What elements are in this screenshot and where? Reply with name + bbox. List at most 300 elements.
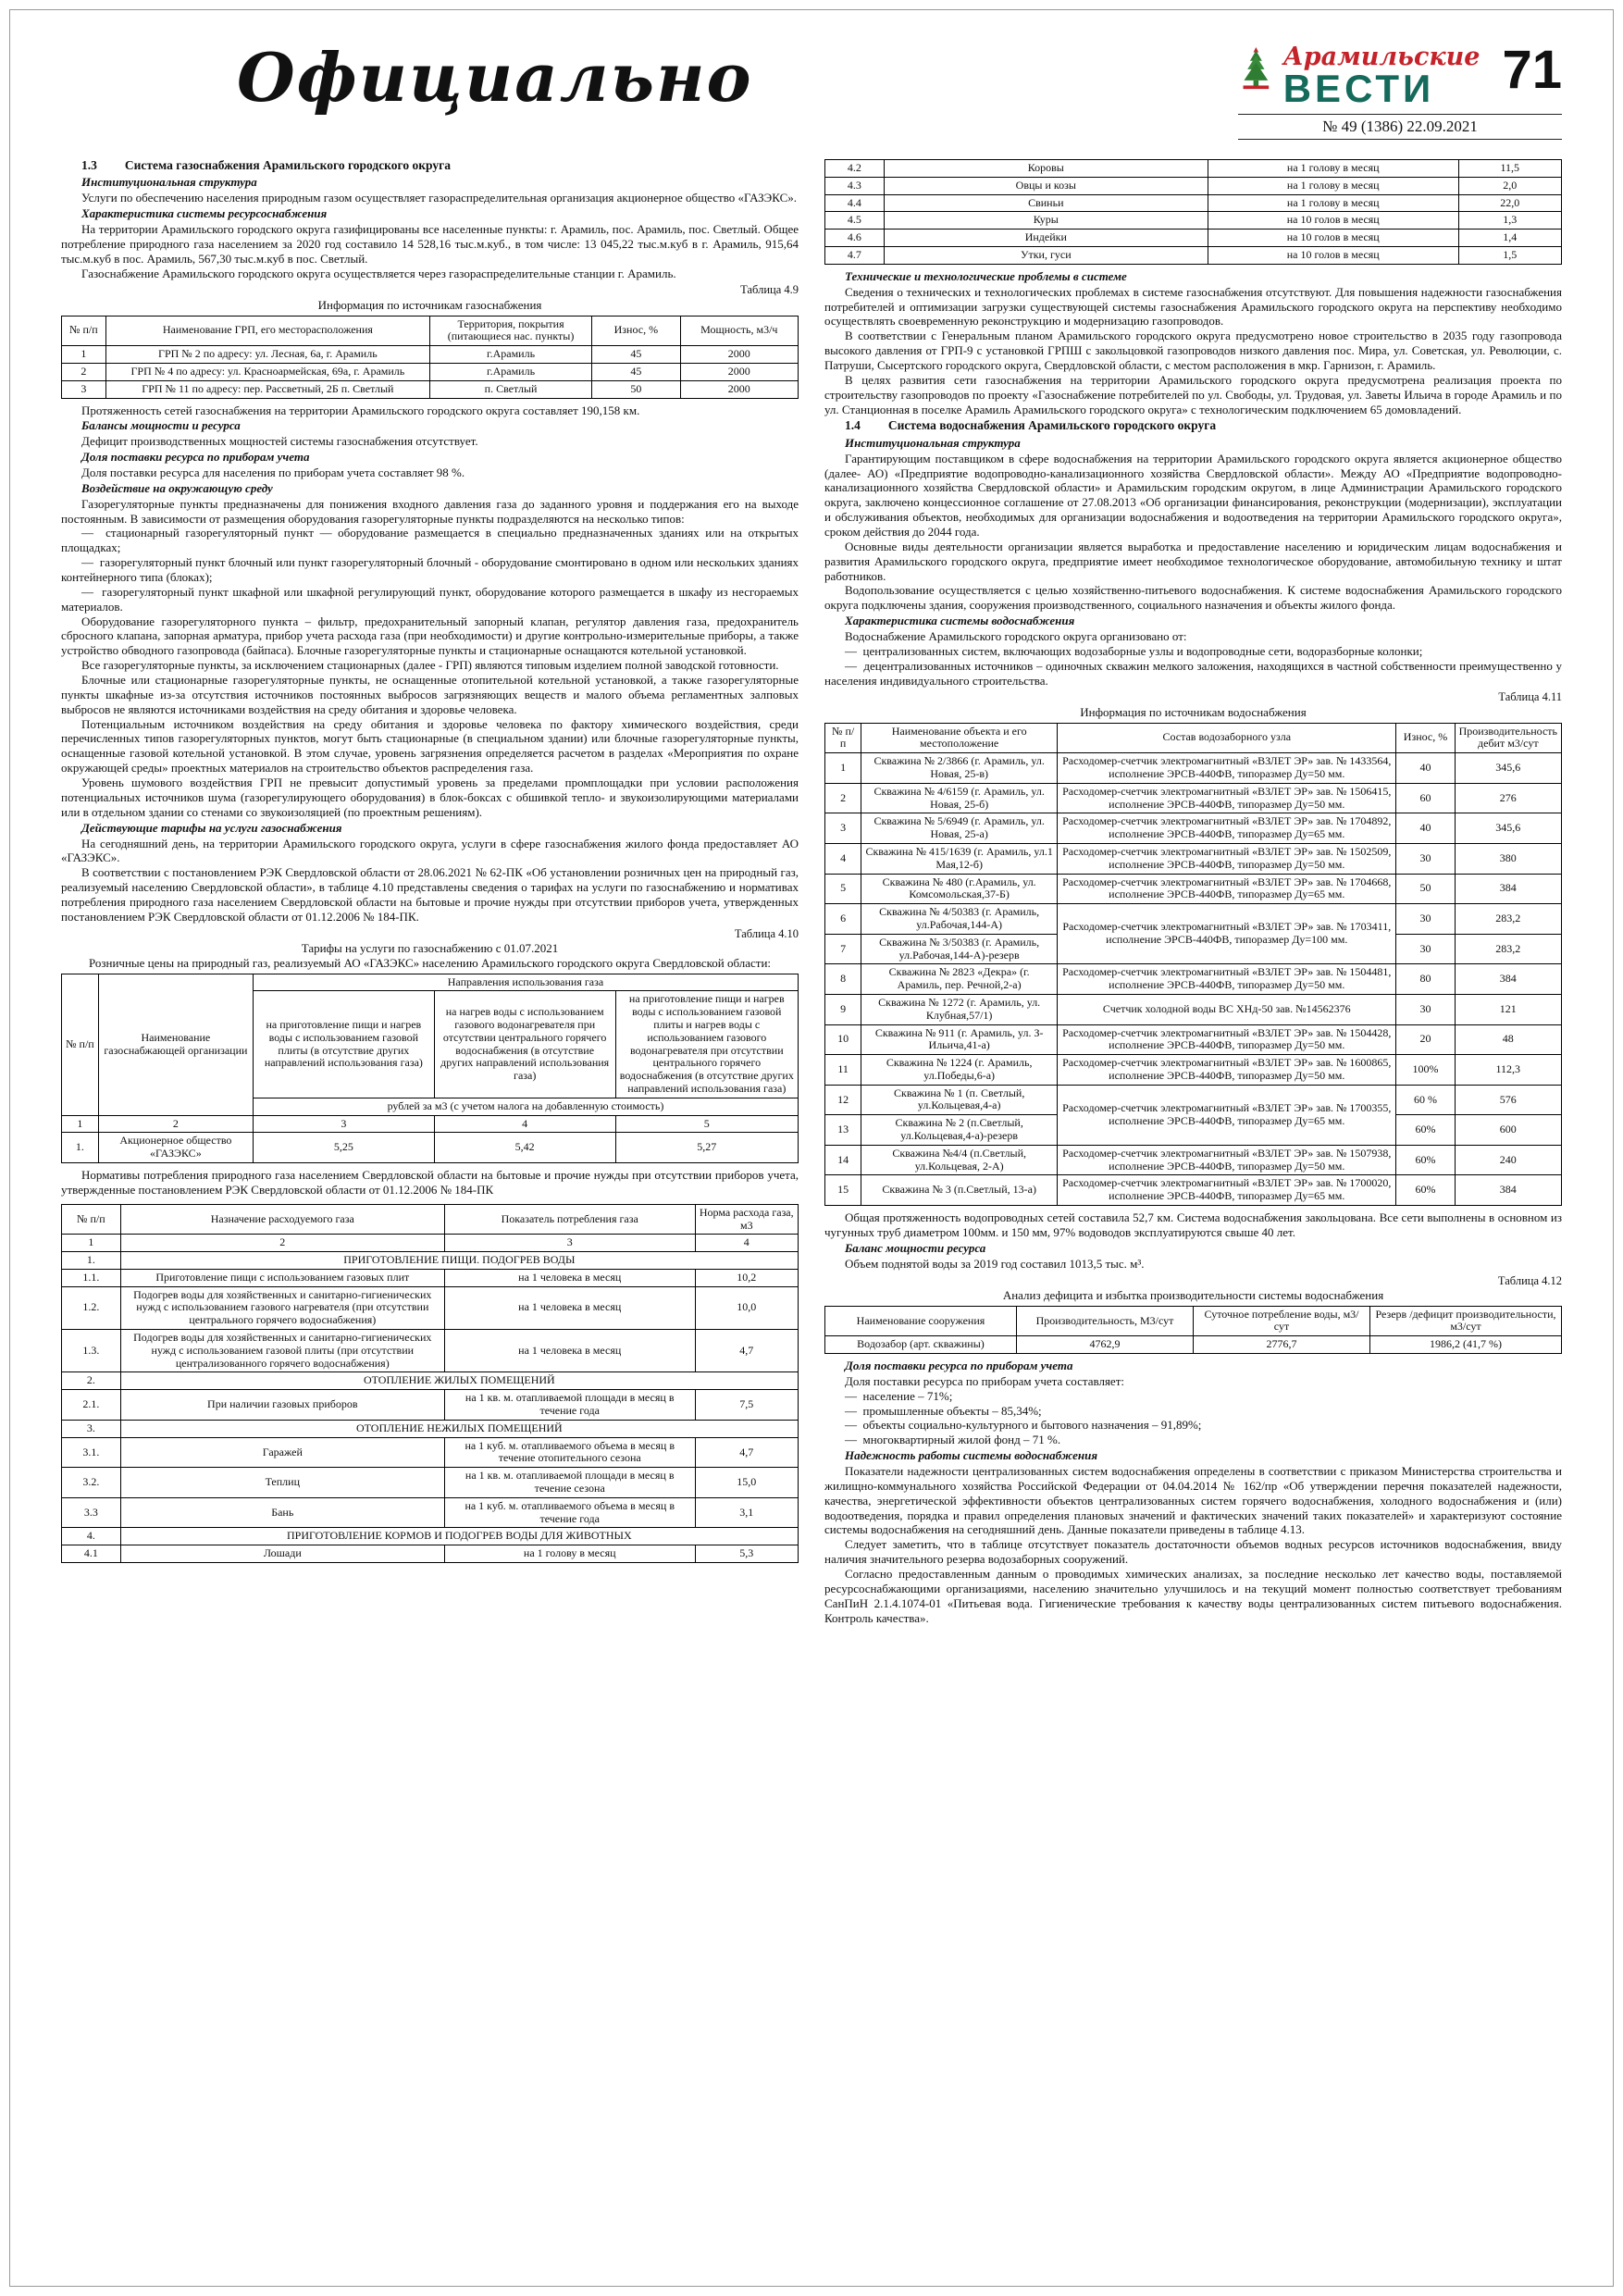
table-cell: 10 (825, 1024, 861, 1055)
table-cell: 3.1. (62, 1437, 121, 1468)
table-row (825, 904, 1562, 935)
table-cell: Водозабор (арт. скважины) (825, 1336, 1017, 1354)
table-cell: 4762,9 (1016, 1336, 1193, 1354)
list-item: — население – 71%; (824, 1389, 1562, 1404)
subheading-institutional: Институциональная структура (845, 435, 1021, 450)
table-row (62, 346, 799, 364)
table-cell: 3,1 (695, 1497, 798, 1528)
table-header-cell: на приготовление пищи и нагрев воды с использованием газовой плиты (в отсутствие других направлений использования газа) (253, 991, 434, 1098)
table-cell: на 1 человека в месяц (444, 1286, 695, 1329)
table-row (62, 1545, 799, 1563)
brand-name-bottom: ВЕСТИ (1282, 67, 1435, 110)
table-cell: Скважина № 415/1639 (г. Арамиль, ул.1 Мая,12-б) (861, 843, 1058, 874)
table-cell: Бань (120, 1497, 444, 1528)
table-cell: 9 (825, 994, 861, 1024)
table-row (62, 1252, 799, 1270)
table-cell: 15,0 (695, 1468, 798, 1498)
table-cell: Расходомер-счетчик электромагнитный «ВЗЛЕТ ЭР» зав. № 1502509, исполнение ЭРСВ-440ФВ, типоразмер Ду=50 мм. (1058, 843, 1396, 874)
table-header-cell: № п/п (62, 974, 99, 1115)
table-row (825, 1145, 1562, 1175)
table-cell: на 1 куб. м. отапливаемого объема в месяц в течение года (444, 1497, 695, 1528)
table-cell: 1,5 (1458, 246, 1561, 264)
paragraph: Согласно предоставленным данным о проводимых химических анализах, за последние несколько лет качество воды, поставляемой ресурсоснабжающими организациями, населению значительно улучшилось и на текущий момент полностью соответствует требованиям СанПиН 2.1.4.1074-01 «Питьевая вода. Гигиенические требования к качеству воды централизованных систем питьевого водоснабжения. Контроль качества». (824, 1567, 1562, 1625)
table-row (62, 1269, 799, 1286)
paragraph: Блочные или стационарные газорегуляторные пункты, не оснащенные отопительной котельной установкой, а также газорегуляторные пункты шкафные из-за отсутствия источников постоянных выбросов загрязняющих веществ и малого объема регламентных залповых выбросов не являются источниками воздействия на среду обитания и здоровье человека. (61, 673, 799, 716)
table-cell: Гаражей (120, 1437, 444, 1468)
table-cell: 4. (62, 1528, 121, 1545)
subheading-characteristics: Характеристика системы водоснабжения (845, 614, 1075, 628)
water-systems-list (824, 644, 1562, 689)
table-header-cell: на приготовление пищи и нагрев воды с использованием газовой плиты и нагрев воды с использованием газового водонагревателя при отсутствии центрального горячего водоснабжения (в отсутствие других направлений использования газа) (615, 991, 798, 1098)
table-cell: 4.3 (825, 177, 885, 194)
table-cell: на 1 человека в месяц (444, 1330, 695, 1372)
table-cell: Скважина № 3/50383 (г. Арамиль, ул.Рабочая,144-А)-резерв (861, 934, 1058, 964)
table-cell: Скважина № 911 (г. Арамиль, ул. З-Ильича,41-а) (861, 1024, 1058, 1055)
article-columns (33, 145, 1590, 1625)
paragraph: На сегодняшний день, на территории Арамильского городского округа, услуги в сфере газоснабжения жилого фонда предоставляет АО «ГАЗЭКС». (61, 836, 799, 865)
gas-sources-table (61, 316, 799, 399)
table-row (62, 1330, 799, 1372)
masthead-brand-block (1238, 40, 1562, 140)
table-cell: 40 (1396, 813, 1455, 844)
paragraph: Основные виды деятельности организации является выработка и предоставление населению и юридическим лицам водоснабжения и развития Арамильского городского округа, предприятие имеет необходимое технологическое оборудование, автомобильную технику и штат работников. (824, 539, 1562, 583)
table-cell: 2000 (680, 346, 798, 364)
table-row (62, 1437, 799, 1468)
table-cell: Теплиц (120, 1468, 444, 1498)
list-item: — стационарный газорегуляторный пункт — оборудование размещается в специально предназначенных зданиях или на открытых площадках; (61, 526, 799, 555)
table-label: Таблица 4.9 (740, 283, 799, 297)
table-cell: на 1 голову в месяц (444, 1545, 695, 1563)
table-row (62, 1235, 799, 1252)
table-cell: 1 (62, 346, 106, 364)
table-cell: 14 (825, 1145, 861, 1175)
table-cell: 4.6 (825, 230, 885, 247)
table-cell: 60% (1396, 1115, 1455, 1146)
table-header-cell: 5 (615, 1115, 798, 1133)
table-cell: 1,4 (1458, 230, 1561, 247)
table-cell: на 1 голову в месяц (1208, 194, 1458, 212)
table-header-cell: Мощность, м3/ч (680, 316, 798, 346)
brand-text (1283, 44, 1481, 108)
table-cell: 11,5 (1458, 160, 1561, 178)
issue-line: № 49 (1386) 22.09.2021 (1238, 114, 1562, 140)
paragraph: Доля поставки ресурса для населения по приборам учета составляет 98 %. (81, 465, 465, 480)
table-header-cell: на нагрев воды с использованием газового водонагревателя при отсутствии центрального горячего водоснабжения (в отсутствие других направлений использования газа) (434, 991, 615, 1098)
table-cell: г.Арамиль (429, 346, 591, 364)
table-label: Таблица 4.12 (1497, 1273, 1562, 1287)
table-row (62, 1390, 799, 1421)
table-cell: 2000 (680, 380, 798, 398)
table-row (62, 363, 799, 380)
table-header-cell: Направления использования газа (253, 974, 798, 991)
paragraph: В соответствии с постановлением РЭК Свердловской области от 28.06.2021 № 62-ПК «Об установлении розничных цен на природный газ, реализуемый населению Свердловской области», в таблице 4.10 представлены сведения о тарифах на услуги по газоснабжению и нормативах потребления природного газа населением Свердловской области на бытовые и прочие нужды при отсутствии приборов учета, утвержденных постановлением РЭК Свердловской области от 01.12.2006 № 184-ПК. (61, 865, 799, 924)
gas-norms-table-continued (824, 159, 1562, 265)
table-cell: Скважина № 4/6159 (г. Арамиль, ул. Новая, 25-б) (861, 783, 1058, 813)
table-header-cell: Производительность дебит м3/сут (1455, 723, 1561, 753)
table-cell: Скважина № 4/50383 (г. Арамиль, ул.Рабочая,144-А) (861, 904, 1058, 935)
table-cell: 3 (825, 813, 861, 844)
table-cell: 4.4 (825, 194, 885, 212)
table-cell: ГРП № 4 по адресу: ул. Красноармейская, 69а, г. Арамиль (105, 363, 429, 380)
table-cell: 100% (1396, 1055, 1455, 1086)
subheading-metering-share: Доля поставки ресурса по приборам учета (81, 450, 310, 465)
table-row (825, 723, 1562, 753)
paragraph: Протяженность сетей газоснабжения на территории Арамильского городского округа составляет 190,158 км. (81, 403, 640, 417)
table-cell: на 10 голов в месяц (1208, 230, 1458, 247)
table-header-cell: № п/п (62, 1204, 121, 1235)
table-cell: 1,3 (1458, 212, 1561, 230)
table-cell: 2.1. (62, 1390, 121, 1421)
table-row (825, 246, 1562, 264)
table-cell: 1.2. (62, 1286, 121, 1329)
table-cell: на 1 кв. м. отапливаемой площади в месяц в течение года (444, 1390, 695, 1421)
table-cell: Коровы (884, 160, 1208, 178)
list-item: — газорегуляторный пункт шкафной или шкафной регулирующий пункт, оборудование которого размещается в шкафу из несгораемых материалов. (61, 585, 799, 614)
table-header-cell: Износ, % (592, 316, 681, 346)
gas-tariffs-table-body (62, 974, 799, 1162)
table-header-cell: Наименование ГРП, его месторасположения (105, 316, 429, 346)
masthead (33, 19, 1590, 145)
table-label: Таблица 4.11 (1498, 690, 1562, 704)
page-section-title: Официально (237, 38, 753, 117)
section-heading-gas (61, 158, 799, 173)
table-cell: 1986,2 (41,7 %) (1370, 1336, 1562, 1354)
table-cell: ОТОПЛЕНИЕ НЕЖИЛЫХ ПОМЕЩЕНИЙ (120, 1420, 798, 1437)
table-row (825, 813, 1562, 844)
table-cell: 48 (1455, 1024, 1561, 1055)
table-cell: 4.7 (825, 246, 885, 264)
table-header-cell: 2 (120, 1235, 444, 1252)
table-cell: 1.3. (62, 1330, 121, 1372)
table-header-cell: Показатель потребления газа (444, 1204, 695, 1235)
table-cell: Индейки (884, 230, 1208, 247)
table-cell: 121 (1455, 994, 1561, 1024)
table-row (825, 1085, 1562, 1115)
table-cell: При наличии газовых приборов (120, 1390, 444, 1421)
grp-types-list (61, 526, 799, 614)
table-title: Информация по источникам водоснабжения (1080, 704, 1307, 719)
table-title: Тарифы на услуги по газоснабжению с 01.07.2021 (301, 940, 559, 955)
table-cell: Утки, гуси (884, 246, 1208, 264)
table-header-cell: № п/п (825, 723, 861, 753)
paragraph: В целях развития сети газоснабжения на территории Арамильского городского округа предусмотрена реализация проекта по строительству газопроводов по проекту «Газоснабжение потребителей по ул. Свободы, ул. Трудовая, ул. Заветы Ильича в городе Арамиль и по ул. Станционная в поселке Арамиль Арамильского городского округа» с технологическим подключением 65 домовладений. (824, 372, 1562, 416)
table-header-cell: 2 (98, 1115, 253, 1133)
table-cell: Расходомер-счетчик электромагнитный «ВЗЛЕТ ЭР» зав. № 1433564, исполнение ЭРСВ-440ФВ, типоразмер Ду=50 мм. (1058, 753, 1396, 784)
table-cell: Расходомер-счетчик электромагнитный «ВЗЛЕТ ЭР» зав. № 1700020, исполнение ЭРСВ-440ФВ, типоразмер Ду=65 мм. (1058, 1175, 1396, 1206)
table-cell: 2. (62, 1372, 121, 1390)
table-cell: п. Светлый (429, 380, 591, 398)
table-header-cell: рублей за м3 (с учетом налога на добавленную стоимость) (253, 1098, 798, 1115)
table-cell: 4.1 (62, 1545, 121, 1563)
paragraph: Потенциальным источником воздействия на среду обитания и здоровье человека по фактору химического воздействия, среди перечисленных типов газорегуляторных пунктов, могут быть стационарные (в специальном здании) или блочные газорегуляторные пункты, оснащенные газовой котельной установкой. В этом случае, уровень загрязнения определяется расчетом в разделах «Мероприятия по охране окружающей среды» проектных материалов на строительство объектов распределения газа. (61, 716, 799, 776)
subheading-characteristics: Характеристика системы ресурсоснабжения (81, 206, 328, 221)
table-cell: г.Арамиль (429, 363, 591, 380)
table-cell: Расходомер-счетчик электромагнитный «ВЗЛЕТ ЭР» зав. № 1506415, исполнение ЭРСВ-440ФВ, типоразмер Ду=50 мм. (1058, 783, 1396, 813)
table-cell: 240 (1455, 1145, 1561, 1175)
paragraph: Услуги по обеспечению населения природным газом осуществляет газораспределительная организация акционерное общество «ГАЗЭКС». (81, 191, 798, 205)
table-cell: 30 (1396, 904, 1455, 935)
gas-tariffs-table (61, 974, 799, 1163)
table-cell: 3.3 (62, 1497, 121, 1528)
paragraph: Следует заметить, что в таблице отсутствует показатель достаточности объемов водных ресурсов источников водоснабжения, ввиду наличия значительного резерва водозаборных сооружений. (824, 1537, 1562, 1567)
table-row (825, 194, 1562, 212)
table-cell: на 1 куб. м. отапливаемого объема в месяц в течение отопительного сезона (444, 1437, 695, 1468)
section-title-text: Система водоснабжения Арамильского городского округа (887, 418, 1217, 433)
table-cell: 12 (825, 1085, 861, 1115)
table-header-cell: Резерв /дефицит производительности, м3/сут (1370, 1306, 1562, 1336)
table-header-cell: Наименование сооружения (825, 1306, 1017, 1336)
subheading-problems: Технические и технологические проблемы в системе (845, 268, 1127, 283)
table-cell: Скважина № 1 (п. Светлый, ул.Кольцевая,4-а) (861, 1085, 1058, 1115)
table-cell: 20 (1396, 1024, 1455, 1055)
table-cell: 30 (1396, 843, 1455, 874)
table-header-cell: Наименование объекта и его местоположение (861, 723, 1058, 753)
table-cell: Расходомер-счетчик электромагнитный «ВЗЛЕТ ЭР» зав. № 1700355, исполнение ЭРСВ-440ФВ, типоразмер Ду=65 мм. (1058, 1085, 1396, 1145)
table-cell: ГРП № 2 по адресу: ул. Лесная, 6а, г. Арамиль (105, 346, 429, 364)
table-header-cell: Состав водозаборного узла (1058, 723, 1396, 753)
table-cell: 3. (62, 1420, 121, 1437)
metering-share-list (824, 1389, 1562, 1447)
table-row (62, 316, 799, 346)
table-cell: 4,7 (695, 1330, 798, 1372)
subheading-balance: Баланс мощности ресурса (845, 1240, 986, 1255)
paragraph: Водоснабжение Арамильского городского округа организовано от: (845, 629, 1187, 644)
table-cell: 283,2 (1455, 904, 1561, 935)
paragraph: Все газорегуляторные пункты, за исключением стационарных (далее - ГРП) являются типовым изделием полной заводской готовности. (81, 658, 779, 673)
table-row (825, 964, 1562, 995)
table-cell: на 1 голову в месяц (1208, 177, 1458, 194)
table-cell: 60% (1396, 1175, 1455, 1206)
table-cell: Скважина № 480 (г.Арамиль, ул. Комсомольская,37-Б) (861, 874, 1058, 904)
table-header-cell: Суточное потребление воды, м3/сут (1193, 1306, 1369, 1336)
subheading-metering-share: Доля поставки ресурса по приборам учета (845, 1359, 1073, 1372)
table-cell: 60 (1396, 783, 1455, 813)
table-cell: Куры (884, 212, 1208, 230)
list-item: — децентрализованных источников – одиночных скважин мелкого заложения, находящихся в частной собственности преимущественно у населения индивидуального строительства. (824, 659, 1562, 689)
table-cell: 10,2 (695, 1269, 798, 1286)
table-cell: Подогрев воды для хозяйственных и санитарно-гигиенических нужд с использованием газового нагревателя (при отсутствии центрального горячего водоснабжения) (120, 1286, 444, 1329)
table-header-cell: Норма расхода газа, м3 (695, 1204, 798, 1235)
paragraph: Объем поднятой воды за 2019 год составил 1013,5 тыс. м³. (845, 1256, 1145, 1271)
table-cell: 60% (1396, 1145, 1455, 1175)
table-cell: ПРИГОТОВЛЕНИЕ КОРМОВ И ПОДОГРЕВ ВОДЫ ДЛЯ ЖИВОТНЫХ (120, 1528, 798, 1545)
page-number: 71 (1502, 40, 1562, 100)
table-cell: 8 (825, 964, 861, 995)
table-header-cell: Наименование газоснабжающей организации (98, 974, 253, 1115)
table-cell: Овцы и козы (884, 177, 1208, 194)
table-cell: Подогрев воды для хозяйственных и санитарно-гигиенических нужд с использованием газовой плиты (при отсутствии централизованного горячего водоснабжения) (120, 1330, 444, 1372)
table-cell: на 1 человека в месяц (444, 1269, 695, 1286)
table-cell: Скважина № 1272 (г. Арамиль, ул. Клубная,57/1) (861, 994, 1058, 1024)
table-row (825, 1306, 1562, 1336)
table-row (825, 783, 1562, 813)
table-row (825, 177, 1562, 194)
table-cell: Акционерное общество «ГАЗЭКС» (98, 1133, 253, 1163)
table-cell: 50 (1396, 874, 1455, 904)
table-header-cell: 4 (434, 1115, 615, 1133)
table-row (62, 974, 799, 991)
table-header-cell: 3 (444, 1235, 695, 1252)
table-cell: 45 (592, 346, 681, 364)
table-cell: Скважина № 2 (п.Светлый, ул.Кольцевая,4-а)-резерв (861, 1115, 1058, 1146)
table-cell: 283,2 (1455, 934, 1561, 964)
table-cell: 5,25 (253, 1133, 434, 1163)
table-row (62, 1420, 799, 1437)
table-row (62, 1528, 799, 1545)
table-cell: 50 (592, 380, 681, 398)
table-cell: Скважина № 1224 (г. Арамиль, ул.Победы,6-а) (861, 1055, 1058, 1086)
paragraph: Показатели надежности централизованных систем водоснабжения определены в соответствии с приказом Министерства строительства и жилищно-коммунального хозяйства Российской Федерации от 04.04.2014 № 162/пр «Об утверждении перечня показателей надежности, качества, энергетической эффективности объектов централизованных систем горячего водоснабжения, холодного водоснабжения и (или) водоотведения, порядка и правил определения плановых значений и фактических значений таких показателей» и характеризуют состояние системы водоснабжения на сегодняшний день. Данные показатели приведены в таблице 4.13. (824, 1464, 1562, 1537)
table-cell: 13 (825, 1115, 861, 1146)
paragraph: Газорегуляторные пункты предназначены для понижения входного давления газа до заданного уровня и поддержания его на выходе постоянным. В зависимости от размещения оборудования газорегуляторные пункты подразделяются на несколько типов: (61, 496, 799, 526)
list-item: — многоквартирный жилой фонд – 71 %. (824, 1433, 1562, 1447)
table-header-cell: 4 (695, 1235, 798, 1252)
list-item: — промышленные объекты – 85,34%; (824, 1404, 1562, 1419)
table-subtitle: Розничные цены на природный газ, реализуемый АО «ГАЗЭКС» населению Арамильского городского округа Свердловской области: (88, 955, 772, 970)
table-cell: 4,7 (695, 1437, 798, 1468)
gas-norms-table (61, 1204, 799, 1563)
table-row (825, 1024, 1562, 1055)
table-header-cell: Назначение расходуемого газа (120, 1204, 444, 1235)
paragraph: Сведения о технических и технологических проблемах в системе газоснабжения отсутствуют. Для повышения надежности газоснабжения потребителей и оптимизации загрузки существующей системы газоснабжения Арамильского городского округа на перспективу необходимо осуществлять своевременную реконструкцию и модернизацию газопроводов. (824, 284, 1562, 329)
table-cell: Расходомер-счетчик электромагнитный «ВЗЛЕТ ЭР» зав. № 1504481, исполнение ЭРСВ-440ФВ, типоразмер Ду=50 мм. (1058, 964, 1396, 995)
subheading-institutional: Институциональная структура (81, 175, 257, 190)
list-item: — централизованных систем, включающих водозаборные узлы и водопроводные сети, водоразборные колонки; (824, 644, 1562, 659)
table-cell: 2000 (680, 363, 798, 380)
table-cell: 5,27 (615, 1133, 798, 1163)
table-cell: 7 (825, 934, 861, 964)
table-header-cell: Производительность, М3/сут (1016, 1306, 1193, 1336)
table-cell: 4 (825, 843, 861, 874)
section-number: 1.4 (845, 418, 861, 433)
left-column (61, 156, 799, 1625)
table-cell: 4.2 (825, 160, 885, 178)
table-row (62, 1468, 799, 1498)
paragraph: На территории Арамильского городского округа газифицированы все населенные пункты: г. Арамиль, пос. Арамиль, пос. Светлый. Общее потребление природного газа населением за 2020 год составило 14 528,16 тыс.м.куб., в том числе: 13 045,22 тыс.м.куб в г. Арамиль, 915,64 тыс.м.куб в пос. Арамиль, 567,30 тыс.м.куб в пос. Светлый. (61, 222, 799, 266)
subheading-reliability: Надежность работы системы водоснабжения (845, 1448, 1098, 1463)
table-cell: 112,3 (1455, 1055, 1561, 1086)
table-cell: Расходомер-счетчик электромагнитный «ВЗЛЕТ ЭР» зав. № 1600865, исполнение ЭРСВ-440ФВ, типоразмер Ду=50 мм. (1058, 1055, 1396, 1086)
table-cell: 384 (1455, 874, 1561, 904)
table-row (62, 1286, 799, 1329)
water-sources-table-body (825, 723, 1562, 1206)
paragraph: Уровень шумового воздействия ГРП не превысит допустимый уровень за пределами промплощадки при условии расположения потенциальных источников шума (газорегулирующего оборудования) в блок-боксах с обшивкой тепло- и звукоизолирующими материалами или в отдельном здании со стенами со звукоизоляцией (по проектным решениям). (61, 776, 799, 819)
table-header-cell: № п/п (62, 316, 106, 346)
table-cell: на 10 голов в месяц (1208, 246, 1458, 264)
table-cell: Расходомер-счетчик электромагнитный «ВЗЛЕТ ЭР» зав. № 1704668, исполнение ЭРСВ-440ФВ, типоразмер Ду=65 мм. (1058, 874, 1396, 904)
table-cell: Свиньи (884, 194, 1208, 212)
table-cell: 384 (1455, 964, 1561, 995)
table-row (62, 380, 799, 398)
table-cell: 576 (1455, 1085, 1561, 1115)
table-cell: 3 (62, 380, 106, 398)
paragraph: Общая протяженность водопроводных сетей составила 52,7 км. Система водоснабжения закольцована. Все сети выполнены в основном из чугунных труб диаметром 100мм. и 150 мм, 97% водоводов эксплуатируются свыше 40 лет. (824, 1210, 1562, 1239)
table-cell: 3.2. (62, 1468, 121, 1498)
table-cell: ПРИГОТОВЛЕНИЕ ПИЩИ. ПОДОГРЕВ ВОДЫ (120, 1252, 798, 1270)
table-row (825, 212, 1562, 230)
table-cell: 10,0 (695, 1286, 798, 1329)
table-cell: 60 % (1396, 1085, 1455, 1115)
table-cell: 2776,7 (1193, 1336, 1369, 1354)
table-title: Анализ дефицита и избытка производительности системы водоснабжения (1002, 1287, 1384, 1302)
table-cell: 345,6 (1455, 753, 1561, 784)
table-cell: 22,0 (1458, 194, 1561, 212)
table-row (62, 1115, 799, 1133)
table-cell: 30 (1396, 934, 1455, 964)
paragraph: Нормативы потребления природного газа населением Свердловской области на бытовые и прочие нужды при отсутствии приборов учета, утвержденные постановлением РЭК Свердловской области от 01.12.2006 № 184-ПК (61, 1167, 799, 1197)
table-row (825, 1055, 1562, 1086)
table-header-cell: 1 (62, 1115, 99, 1133)
gas-sources-table-body (62, 316, 799, 398)
table-row (62, 1133, 799, 1163)
table-cell: 5,42 (434, 1133, 615, 1163)
table-cell: 2 (62, 363, 106, 380)
table-row (825, 994, 1562, 1024)
paragraph: Доля поставки ресурса по приборам учета составляет: (845, 1373, 1124, 1388)
table-header-cell: 1 (62, 1235, 121, 1252)
table-cell: 11 (825, 1055, 861, 1086)
table-cell: 2 (825, 783, 861, 813)
right-column (824, 156, 1562, 1625)
list-item: — газорегуляторный пункт блочный или пункт газорегуляторный блочный - оборудование смонтировано в одном или нескольких зданиях контейнерного типа (блоках); (61, 555, 799, 585)
table-cell: на 10 голов в месяц (1208, 212, 1458, 230)
section-title-text: Система газоснабжения Арамильского городского округа (124, 158, 451, 172)
table-row (825, 160, 1562, 178)
table-row (825, 843, 1562, 874)
table-cell: 40 (1396, 753, 1455, 784)
table-row (825, 1336, 1562, 1354)
table-cell: Скважина №4/4 (п.Светлый, ул.Кольцевая, 2-А) (861, 1145, 1058, 1175)
table-cell: на 1 голову в месяц (1208, 160, 1458, 178)
subheading-balance: Балансы мощности и ресурса (81, 418, 241, 433)
section-heading-water (824, 418, 1562, 433)
table-cell: 2,0 (1458, 177, 1561, 194)
list-item: — объекты социально-культурного и бытового назначения – 91,89%; (824, 1418, 1562, 1433)
gas-norms-continued-body (825, 160, 1562, 265)
table-cell: 1.1. (62, 1269, 121, 1286)
table-cell: на 1 кв. м. отапливаемой площади в месяц в течение сезона (444, 1468, 695, 1498)
table-cell: 15 (825, 1175, 861, 1206)
brand-name-top: Арамильские (1282, 43, 1481, 71)
brand-row (1238, 40, 1562, 110)
table-cell: Расходомер-счетчик электромагнитный «ВЗЛЕТ ЭР» зав. № 1507938, исполнение ЭРСВ-440ФВ, типоразмер Ду=50 мм. (1058, 1145, 1396, 1175)
table-cell: 1 (825, 753, 861, 784)
gas-norms-table-body (62, 1204, 799, 1562)
table-header-cell: Износ, % (1396, 723, 1455, 753)
table-cell: Приготовление пищи с использованием газовых плит (120, 1269, 444, 1286)
subheading-environment: Воздействие на окружающую среду (81, 480, 273, 495)
table-cell: 30 (1396, 994, 1455, 1024)
paragraph: Газоснабжение Арамильского городского округа осуществляется через газораспределительные станции г. Арамиль. (81, 266, 676, 280)
paragraph: В соответствии с Генеральным планом Арамильского городского округа предусмотрено новое строительство в 2035 году газопровода высокого давления от ГРП-9 с установкой ГРПШ с закольцовкой газопроводов низкого давления пос. Мира, ул. Советская, ул. Революции, с. Патруши, Сысертского городского округа, Свердловской области, с местом расположения в мкр. Гарнизон, г. Арамиль. (824, 329, 1562, 372)
table-label: Таблица 4.10 (734, 926, 799, 940)
table-row (825, 1175, 1562, 1206)
table-cell: Счетчик холодной воды ВС ХНд-50 зав. №14562376 (1058, 994, 1396, 1024)
table-header-cell: Территория, покрытия (питающиеся нас. пункты) (429, 316, 591, 346)
section-number: 1.3 (81, 158, 97, 172)
table-header-cell: 3 (253, 1115, 434, 1133)
water-sources-table (824, 723, 1562, 1207)
water-balance-table (824, 1306, 1562, 1354)
table-row (62, 1204, 799, 1235)
table-cell: 276 (1455, 783, 1561, 813)
paragraph: Водопользование осуществляется с целью хозяйственно-питьевого водоснабжения. К системе водоснабжения Арамильского городского округа подключены здания, сооружения производственного, социального назначения и объекты жилого фонда. (824, 583, 1562, 613)
table-title: Информация по источникам газоснабжения (317, 297, 542, 312)
paragraph: Гарантирующим поставщиком в сфере водоснабжения на территории Арамильского городского округа является акционерное общество (далее- АО) «Предприятие водопроводно-канализационного хозяйства Свердловской области». Между АО «Предприятие водопроводно-канализационного хозяйства Свердловской области» и Арамильским городским округом, в лице Администрации Арамильского городского округа, заключено концессионное соглашение от 27.08.2013 «Об организации финансирования, реконструкции (модернизации), эксплуатации и обслуживания объектов, необходимых для организации водоснабжения и водоотведения на территории Арамильского городского округа», сроком действия до 2044 года. (824, 451, 1562, 539)
table-cell: ГРП № 11 по адресу: пер. Рассветный, 2Б п. Светлый (105, 380, 429, 398)
table-cell: 6 (825, 904, 861, 935)
table-cell: 345,6 (1455, 813, 1561, 844)
